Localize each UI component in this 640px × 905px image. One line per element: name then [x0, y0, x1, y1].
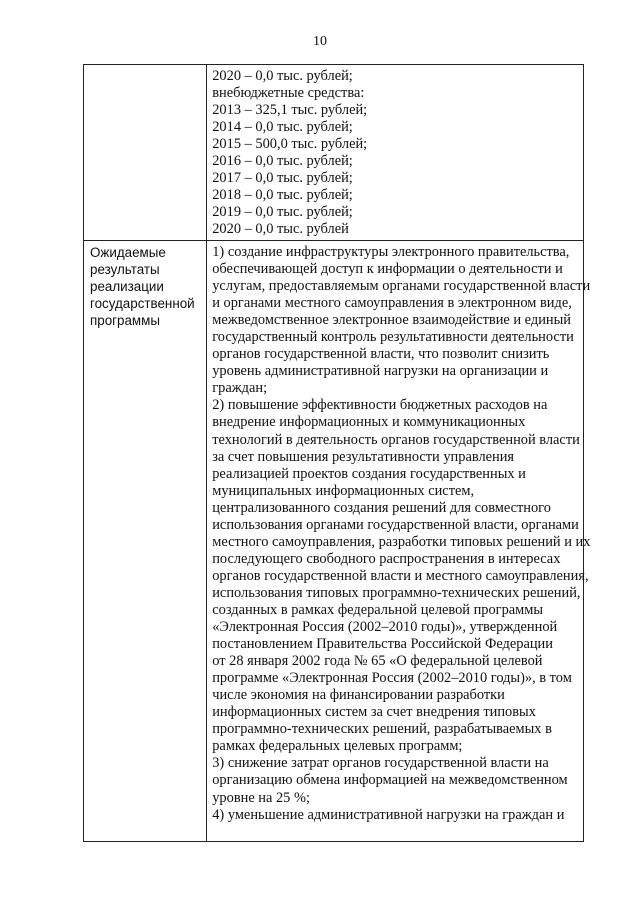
results-content-line: постановлением Правительства Российской Федерации [212, 636, 553, 653]
results-content-line: использования органами государственной власти, органами [212, 516, 579, 533]
financing-line: внебюджетные средства: [212, 85, 365, 102]
results-content-line: государственный контроль результативности деятельности [212, 329, 574, 346]
results-content-line: программе «Электронная Россия (2002–2010 годы)», в том [212, 670, 572, 687]
results-content-line: «Электронная Россия (2002–2010 годы)», утвержденной [212, 619, 558, 636]
financing-line: 2020 – 0,0 тыс. рублей [212, 221, 349, 238]
results-content-line: технологий в деятельность органов государственной власти [212, 431, 580, 448]
results-label-line: реализации [90, 279, 164, 294]
results-label-line: результаты [90, 262, 160, 277]
results-content-line: использования типовых программно-технических решений, [212, 584, 581, 601]
results-content-line: 1) создание инфраструктуры электронного правительства, [212, 244, 570, 260]
financing-line: 2017 – 0,0 тыс. рублей; [212, 170, 353, 187]
results-content-line: реализацией проектов создания государственных и [212, 465, 526, 482]
results-content-line: и органами местного самоуправления в электронном виде, [212, 295, 572, 312]
results-label-line: программы [90, 313, 160, 328]
results-content [207, 241, 591, 824]
results-content-line: внедрение информационных и коммуникационных [212, 414, 526, 431]
results-content-line: числе экономия на финансировании разработки [212, 687, 505, 704]
results-content-line: созданных в рамках федеральной целевой программы [212, 601, 544, 618]
results-content-line: услугам, предоставляемым органами государственной власти [212, 278, 591, 295]
financing-row [84, 65, 584, 241]
financing-content-cell [207, 65, 584, 241]
results-content-line: централизованного создания решений для совместного [212, 499, 551, 516]
results-content-cell [207, 241, 591, 842]
results-label [84, 241, 206, 329]
results-content-line: органов государственной власти и местного самоуправления, [212, 567, 589, 584]
results-row [84, 241, 584, 842]
financing-lines [207, 65, 583, 238]
results-content-line: за счет повышения результативности управления [212, 448, 515, 465]
results-content-line: обеспечивающей доступ к информации о деятельности и [212, 261, 563, 278]
results-content-line: местного самоуправления, разработки типовых решений и их [212, 533, 591, 550]
results-label-line: Ожидаемые [90, 245, 166, 260]
financing-line: 2013 – 325,1 тыс. рублей; [212, 102, 368, 119]
results-label-line: государственной [90, 296, 195, 311]
financing-line: 2018 – 0,0 тыс. рублей; [212, 187, 353, 204]
results-content-line: 3) снижение затрат органов государственной власти на [212, 755, 549, 772]
program-passport-table [83, 64, 591, 842]
results-content-line: 4) уменьшение административной нагрузки на граждан и [212, 806, 565, 823]
results-content-line: последующего свободного распространения в интересах [212, 550, 561, 567]
results-content-line: уровне на 25 %; [212, 789, 310, 806]
results-content-line: граждан; [212, 380, 268, 397]
results-content-line: 2) повышение эффективности бюджетных расходов на [212, 397, 548, 414]
results-content-line: муниципальных информационных систем, [212, 482, 475, 499]
results-content-line: информационных систем за счет внедрения типовых [212, 704, 536, 721]
results-content-line: программно-технических решений, разрабатываемых в [212, 721, 552, 738]
results-content-line: от 28 января 2002 года № 65 «О федеральной целевой [212, 653, 543, 670]
financing-line: 2014 – 0,0 тыс. рублей; [212, 119, 353, 136]
financing-line: 2015 – 500,0 тыс. рублей; [212, 136, 368, 153]
page-number: 10 [313, 34, 327, 49]
results-content-line: организацию обмена информацией на межведомственном [212, 772, 568, 789]
results-content-line: уровень административной нагрузки на организации и [212, 363, 549, 380]
results-content-line: межведомственное электронное взаимодействие и единый [212, 312, 571, 329]
results-content-line: рамках федеральных целевых программ; [212, 738, 463, 755]
results-content-line: органов государственной власти, что позволит снизить [212, 346, 550, 363]
financing-label-cell [84, 65, 207, 241]
financing-line: 2020 – 0,0 тыс. рублей; [212, 68, 353, 84]
results-label-cell [84, 241, 207, 842]
financing-line: 2019 – 0,0 тыс. рублей; [212, 204, 353, 221]
financing-line: 2016 – 0,0 тыс. рублей; [212, 153, 353, 170]
